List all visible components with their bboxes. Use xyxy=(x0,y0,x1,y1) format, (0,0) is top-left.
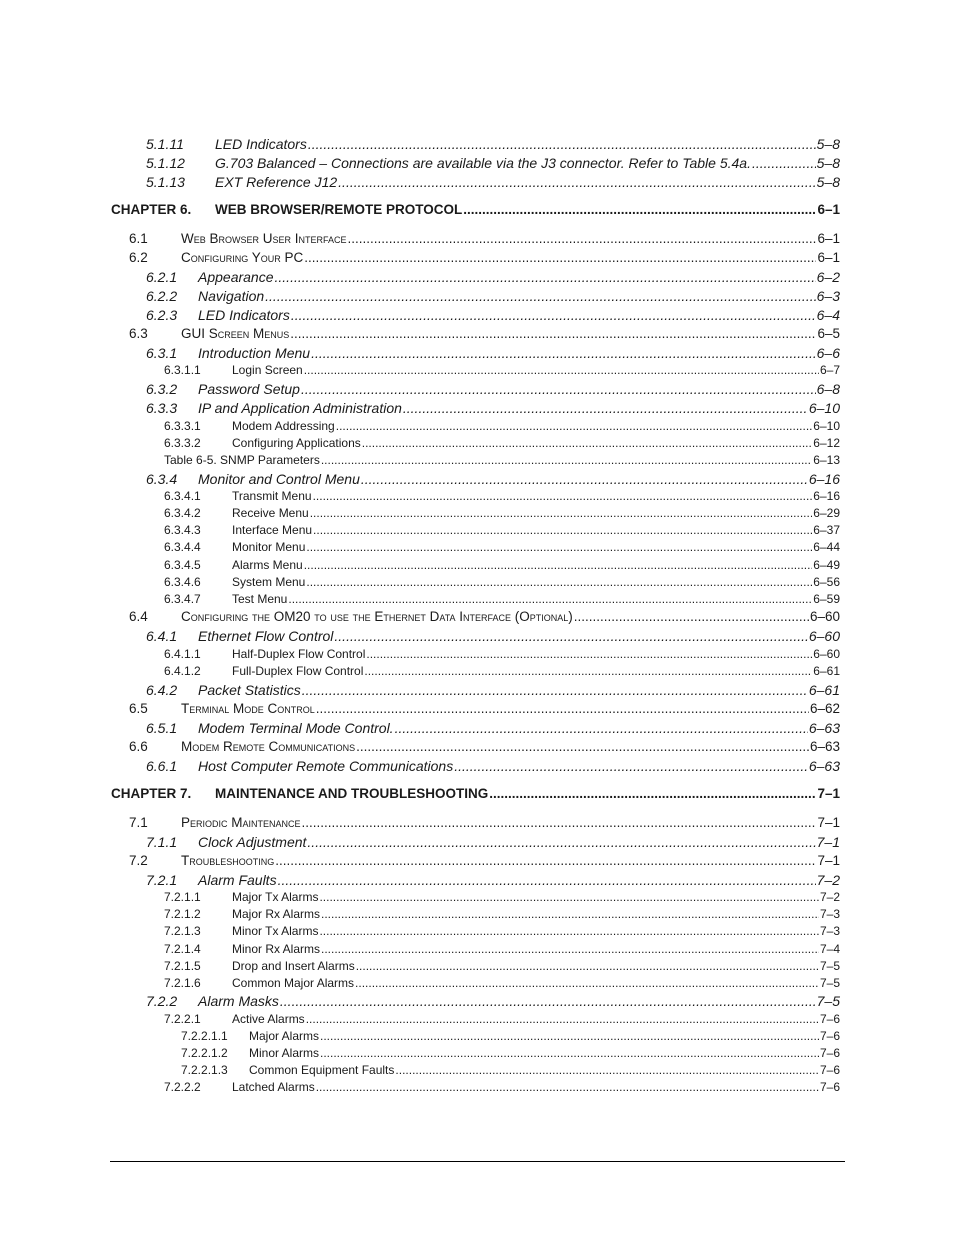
toc-entry-title: Alarms Menu xyxy=(232,558,303,572)
toc-entry[interactable] xyxy=(146,155,840,171)
toc-entry-title: Ethernet Flow Control xyxy=(198,628,334,644)
toc-entry-page: 7–1 xyxy=(817,853,840,868)
toc-entry-title: Packet Statistics xyxy=(198,682,301,698)
toc-entry-number: 7.2.2.1.3 xyxy=(181,1063,228,1077)
toc-entry[interactable] xyxy=(164,976,840,990)
toc-entry-page: 6–2 xyxy=(816,269,840,285)
toc-entry[interactable] xyxy=(146,174,840,190)
toc-entry[interactable] xyxy=(164,959,840,973)
toc-entry[interactable] xyxy=(146,872,840,888)
toc-entry-page: 6–16 xyxy=(813,489,840,503)
toc-entry-number: 6.1 xyxy=(129,231,148,246)
toc-entry-title: Alarm Faults xyxy=(198,872,277,888)
toc-entry-title: Latched Alarms xyxy=(232,1080,315,1094)
toc-entry-number: 5.1.12 xyxy=(146,155,185,171)
dot-leader xyxy=(489,786,816,801)
toc-entry-title: Common Equipment Faults xyxy=(249,1063,395,1077)
toc-entry-page: 6–10 xyxy=(813,419,840,433)
toc-entry-number: 6.4.1 xyxy=(146,628,178,644)
dot-leader xyxy=(288,592,812,606)
toc-entry-page: 7–2 xyxy=(816,872,840,888)
toc-entry-number: 6.3.4.7 xyxy=(164,592,201,606)
toc-entry-title: MAINTENANCE AND TROUBLESHOOTING xyxy=(215,786,489,801)
dot-leader xyxy=(275,853,816,868)
toc-entry-page: 6–5 xyxy=(817,326,840,341)
toc-entry-page: 6–60 xyxy=(813,647,840,661)
toc-entry[interactable] xyxy=(181,1029,840,1043)
toc-entry-title: Receive Menu xyxy=(232,506,309,520)
toc-entry[interactable] xyxy=(111,202,840,217)
toc-entry-number: 6.3.4.3 xyxy=(164,523,201,537)
dot-leader xyxy=(316,701,809,716)
toc-entry-number: 5.1.11 xyxy=(146,136,184,152)
toc-entry-title: IP and Application Administration xyxy=(198,400,402,416)
toc-entry-page: 7–6 xyxy=(819,1012,840,1026)
footer-rule xyxy=(110,1161,845,1162)
toc-entry-title: Common Major Alarms xyxy=(232,976,355,990)
toc-entry-number: 6.6.1 xyxy=(146,758,178,774)
toc-entry-page: 6–7 xyxy=(819,363,840,377)
toc-entry-number: 6.3.3.2 xyxy=(164,436,201,450)
toc-entry-title: GUI Screen Menus xyxy=(181,326,290,341)
toc-entry-page: 6–29 xyxy=(813,506,840,520)
toc-entry-page: 6–8 xyxy=(816,381,840,397)
toc-entry-number: CHAPTER 6. xyxy=(111,202,192,217)
toc-entry-title: Modem Remote Communications xyxy=(181,739,356,754)
toc-entry-page: 7–5 xyxy=(819,959,840,973)
toc-entry-number: 5.1.13 xyxy=(146,174,185,190)
toc-entry[interactable] xyxy=(164,540,840,554)
toc-entry-page: 6–62 xyxy=(809,701,840,716)
dot-leader xyxy=(301,381,816,397)
toc-entry[interactable] xyxy=(146,628,840,644)
dot-leader xyxy=(364,664,812,678)
toc-entry-page: 6–13 xyxy=(813,453,840,467)
toc-entry-title: Major Alarms xyxy=(249,1029,320,1043)
dot-leader xyxy=(338,174,815,190)
toc-entry-number: 7.2.2.1.1 xyxy=(181,1029,228,1043)
dot-leader xyxy=(302,815,817,830)
toc-entry[interactable] xyxy=(164,453,840,467)
toc-entry-page: 6–49 xyxy=(813,558,840,572)
toc-entry-title: Introduction Menu xyxy=(198,345,311,361)
toc-entry[interactable] xyxy=(129,853,840,868)
toc-entry[interactable] xyxy=(129,231,840,246)
dot-leader xyxy=(319,890,819,904)
toc-entry-page: 7–1 xyxy=(817,815,840,830)
toc-entry[interactable] xyxy=(181,1063,840,1077)
toc-entry-page: 7–6 xyxy=(819,1029,840,1043)
toc-entry-page: 7–2 xyxy=(819,890,840,904)
toc-entry-number: 6.3.2 xyxy=(146,381,178,397)
toc-entry-title: System Menu xyxy=(232,575,306,589)
toc-entry-page: 6–10 xyxy=(808,400,840,416)
toc-entry-title: G.703 Balanced – Connections are available via the J3 connector. Refer to Table 5.4a. xyxy=(215,155,751,171)
toc-entry[interactable] xyxy=(129,701,840,716)
toc-entry-number: 7.2.2.2 xyxy=(164,1080,201,1094)
toc-entry-number: CHAPTER 7. xyxy=(111,786,192,801)
dot-leader xyxy=(304,558,813,572)
dot-leader xyxy=(265,288,815,304)
toc-entry[interactable] xyxy=(146,288,840,304)
toc-entry-title: Alarm Masks xyxy=(198,993,279,1009)
toc-entry-title: LED Indicators xyxy=(198,307,290,323)
toc-entry-title: Interface Menu xyxy=(232,523,313,537)
toc-entry[interactable] xyxy=(164,664,840,678)
toc-entry-number: 7.2.1.6 xyxy=(164,976,201,990)
dot-leader xyxy=(334,628,807,644)
dot-leader xyxy=(310,506,813,520)
toc-entry-title: Major Tx Alarms xyxy=(232,890,319,904)
dot-leader xyxy=(306,540,812,554)
toc-entry-title: Troubleshooting xyxy=(181,853,275,868)
toc-entry-page: 6–63 xyxy=(808,720,840,736)
toc-entry[interactable] xyxy=(129,250,840,265)
toc-entry-page: 7–5 xyxy=(819,976,840,990)
toc-entry-title: Configuring Applications xyxy=(232,436,361,450)
toc-entry-title: Modem Addressing xyxy=(232,419,335,433)
toc-entry-number: 6.3.4.5 xyxy=(164,558,201,572)
toc-entry[interactable] xyxy=(146,381,840,397)
toc-entry-page: 6–61 xyxy=(813,664,840,678)
toc-entry[interactable] xyxy=(129,815,840,830)
toc-entry[interactable] xyxy=(129,326,840,341)
toc-entry[interactable] xyxy=(164,558,840,572)
toc-entry-title: Login Screen xyxy=(232,363,303,377)
toc-entry-number: 7.2.1 xyxy=(146,872,178,888)
toc-entry-title: Test Menu xyxy=(232,592,288,606)
toc-entry[interactable] xyxy=(146,400,840,416)
toc-entry-page: 6–1 xyxy=(817,202,840,217)
toc-entry-number: 7.2.2.1 xyxy=(164,1012,201,1026)
toc-entry-number: 7.1 xyxy=(129,815,148,830)
toc-entry[interactable] xyxy=(164,890,840,904)
toc-entry-number: 7.2.1.2 xyxy=(164,907,201,921)
toc-entry-number: 6.4.1.2 xyxy=(164,664,201,678)
toc-entry-title: Navigation xyxy=(198,288,265,304)
toc-entry[interactable] xyxy=(164,419,840,433)
toc-entry-page: 5–8 xyxy=(816,174,840,190)
toc-entry-title: Modem Terminal Mode Control. xyxy=(198,720,394,736)
toc-entry-number: 7.2.2.1.2 xyxy=(181,1046,228,1060)
toc-entry-title: Full-Duplex Flow Control xyxy=(232,664,364,678)
toc-entry-number: 6.3.4.2 xyxy=(164,506,201,520)
dot-leader xyxy=(348,231,817,246)
toc-entry-page: 6–1 xyxy=(817,231,840,246)
toc-entry-number: 7.2.2 xyxy=(146,993,178,1009)
dot-leader xyxy=(319,924,819,938)
toc-entry-page: 7–4 xyxy=(819,942,840,956)
toc-entry[interactable] xyxy=(164,907,840,921)
toc-entry-page: 7–3 xyxy=(819,907,840,921)
toc-entry-number: 7.2.1.1 xyxy=(164,890,201,904)
toc-entry[interactable] xyxy=(164,647,840,661)
dot-leader xyxy=(361,471,808,487)
toc-entry-number: 6.3.1.1 xyxy=(164,363,201,377)
dot-leader xyxy=(366,647,812,661)
dot-leader xyxy=(321,453,812,467)
toc-entry-page: 6–12 xyxy=(813,436,840,450)
toc-entry[interactable] xyxy=(164,1080,840,1094)
toc-entry-title: Appearance xyxy=(198,269,274,285)
toc-entry-title: LED Indicators xyxy=(215,136,307,152)
toc-entry-title: Half-Duplex Flow Control xyxy=(232,647,366,661)
toc-entry-page: 7–6 xyxy=(819,1063,840,1077)
toc-entry[interactable] xyxy=(164,489,840,503)
toc-entry-number: 7.1.1 xyxy=(146,834,178,850)
dot-leader xyxy=(275,269,816,285)
toc-entry-number: 6.3.4.1 xyxy=(164,489,201,503)
toc-entry-page: 6–63 xyxy=(808,758,840,774)
toc-entry-title: Table 6-5. SNMP Parameters xyxy=(164,453,320,467)
toc-entry[interactable] xyxy=(164,436,840,450)
toc-entry-title: Drop and Insert Alarms xyxy=(232,959,355,973)
toc-entry-page: 7–6 xyxy=(819,1046,840,1060)
toc-entry-page: 6–60 xyxy=(808,628,840,644)
toc-entry-number: 6.6 xyxy=(129,739,148,754)
toc-entry-title: Minor Rx Alarms xyxy=(232,942,321,956)
toc-entry-number: 6.3.3.1 xyxy=(164,419,201,433)
toc-entry-number: 6.2.3 xyxy=(146,307,178,323)
toc-entry-page: 7–1 xyxy=(817,786,840,801)
toc-entry-page: 5–8 xyxy=(816,155,840,171)
dot-leader xyxy=(291,307,816,323)
toc-entry-title: Host Computer Remote Communications xyxy=(198,758,454,774)
dot-leader xyxy=(307,834,815,850)
toc-entry-title: Password Setup xyxy=(198,381,300,397)
toc-entry-title: Clock Adjustment xyxy=(198,834,307,850)
toc-entry-title: EXT Reference J12 xyxy=(215,174,338,190)
dot-leader xyxy=(313,489,813,503)
toc-entry-title: Minor Tx Alarms xyxy=(232,924,319,938)
toc-entry[interactable] xyxy=(164,575,840,589)
toc-entry-page: 6–59 xyxy=(813,592,840,606)
toc-entry-page: 5–8 xyxy=(816,136,840,152)
dot-leader xyxy=(395,1063,819,1077)
toc-entry-number: 6.3.1 xyxy=(146,345,178,361)
toc-entry-number: 6.5.1 xyxy=(146,720,178,736)
toc-entry-page: 6–1 xyxy=(817,250,840,265)
dot-leader xyxy=(302,682,808,698)
toc-entry-page: 6–37 xyxy=(813,523,840,537)
dot-leader xyxy=(356,959,819,973)
dot-leader xyxy=(306,575,812,589)
toc-entry[interactable] xyxy=(146,682,840,698)
toc-entry[interactable] xyxy=(146,471,840,487)
toc-entry[interactable] xyxy=(164,363,840,377)
toc-entry-page: 7–5 xyxy=(816,993,840,1009)
toc-entry-number: 7.2.1.3 xyxy=(164,924,201,938)
dot-leader xyxy=(574,609,809,624)
toc-entry[interactable] xyxy=(146,720,840,736)
toc-entry[interactable] xyxy=(164,592,840,606)
toc-entry[interactable] xyxy=(146,307,840,323)
toc-entry-page: 6–56 xyxy=(813,575,840,589)
toc-entry-number: 6.3.4.6 xyxy=(164,575,201,589)
dot-leader xyxy=(336,419,813,433)
toc-entry-number: 7.2 xyxy=(129,853,148,868)
toc-entry-page: 6–16 xyxy=(808,471,840,487)
dot-leader xyxy=(362,436,813,450)
toc-entry[interactable] xyxy=(146,136,840,152)
toc-entry[interactable] xyxy=(164,924,840,938)
toc-entry-number: 6.5 xyxy=(129,701,148,716)
toc-entry-page: 6–61 xyxy=(808,682,840,698)
toc-entry[interactable] xyxy=(146,993,840,1009)
toc-entry[interactable] xyxy=(164,942,840,956)
toc-entry[interactable] xyxy=(146,345,840,361)
toc-entry[interactable] xyxy=(146,758,840,774)
toc-entry[interactable] xyxy=(181,1046,840,1060)
toc-entry-number: 6.4 xyxy=(129,609,148,624)
dot-leader xyxy=(316,1080,819,1094)
toc-entry-page: 6–60 xyxy=(809,609,840,624)
dot-leader xyxy=(321,942,819,956)
toc-entry-number: 6.4.1.1 xyxy=(164,647,201,661)
toc-entry-page: 6–4 xyxy=(816,307,840,323)
toc-entry[interactable] xyxy=(164,523,840,537)
toc-entry-number: 6.3.3 xyxy=(146,400,178,416)
toc-entry-title: Periodic Maintenance xyxy=(181,815,301,830)
toc-entry[interactable] xyxy=(146,269,840,285)
toc-entry-number: 7.2.1.4 xyxy=(164,942,201,956)
dot-leader xyxy=(311,345,816,361)
dot-leader xyxy=(355,976,819,990)
dot-leader xyxy=(321,907,819,921)
toc-entry-page: 7–1 xyxy=(816,834,840,850)
toc-entry[interactable] xyxy=(129,609,840,624)
toc-entry-number: 6.2.2 xyxy=(146,288,178,304)
toc-entry-page: 6–44 xyxy=(813,540,840,554)
toc-entry-title: Monitor and Control Menu xyxy=(198,471,360,487)
dot-leader xyxy=(403,400,808,416)
toc-entry-number: 6.3.4.4 xyxy=(164,540,201,554)
dot-leader xyxy=(752,155,816,171)
toc-entry-number: 6.3 xyxy=(129,326,148,341)
toc-entry-number: 6.3.4 xyxy=(146,471,178,487)
toc-entry-title: Configuring Your PC xyxy=(181,250,304,265)
toc-entry-page: 6–6 xyxy=(816,345,840,361)
toc-entry-title: Terminal Mode Control xyxy=(181,701,315,716)
dot-leader xyxy=(395,720,808,736)
dot-leader xyxy=(454,758,808,774)
toc-entry[interactable] xyxy=(164,506,840,520)
toc-entry[interactable] xyxy=(111,786,840,801)
dot-leader xyxy=(290,326,816,341)
toc-entry-title: Major Rx Alarms xyxy=(232,907,321,921)
toc-entry[interactable] xyxy=(129,739,840,754)
toc-entry-number: 6.2 xyxy=(129,250,148,265)
toc-entry-title: Monitor Menu xyxy=(232,540,306,554)
dot-leader xyxy=(320,1029,819,1043)
toc-entry-page: 6–3 xyxy=(816,288,840,304)
toc-entry-number: 6.2.1 xyxy=(146,269,178,285)
dot-leader xyxy=(308,136,816,152)
dot-leader xyxy=(356,739,809,754)
dot-leader xyxy=(313,523,812,537)
toc-entry-title: WEB BROWSER/REMOTE PROTOCOL xyxy=(215,202,463,217)
dot-leader xyxy=(278,872,816,888)
toc-entry-number: 6.4.2 xyxy=(146,682,178,698)
toc-entry[interactable] xyxy=(164,1012,840,1026)
toc-entry-page: 7–3 xyxy=(819,924,840,938)
toc-entry-title: Transmit Menu xyxy=(232,489,312,503)
toc-entry-title: Configuring the OM20 to use the Ethernet Data Interface (Optional) xyxy=(181,609,573,624)
dot-leader xyxy=(280,993,816,1009)
dot-leader xyxy=(463,202,816,217)
dot-leader xyxy=(304,363,819,377)
toc-entry-number: 7.2.1.5 xyxy=(164,959,201,973)
toc-entry-title: Active Alarms xyxy=(232,1012,305,1026)
toc-entry-page: 6–63 xyxy=(809,739,840,754)
toc-entry-title: Minor Alarms xyxy=(249,1046,320,1060)
dot-leader xyxy=(320,1046,819,1060)
toc-entry-page: 7–6 xyxy=(819,1080,840,1094)
toc-entry[interactable] xyxy=(146,834,840,850)
dot-leader xyxy=(306,1012,819,1026)
toc-entry-title: Web Browser User Interface xyxy=(181,231,347,246)
dot-leader xyxy=(304,250,816,265)
